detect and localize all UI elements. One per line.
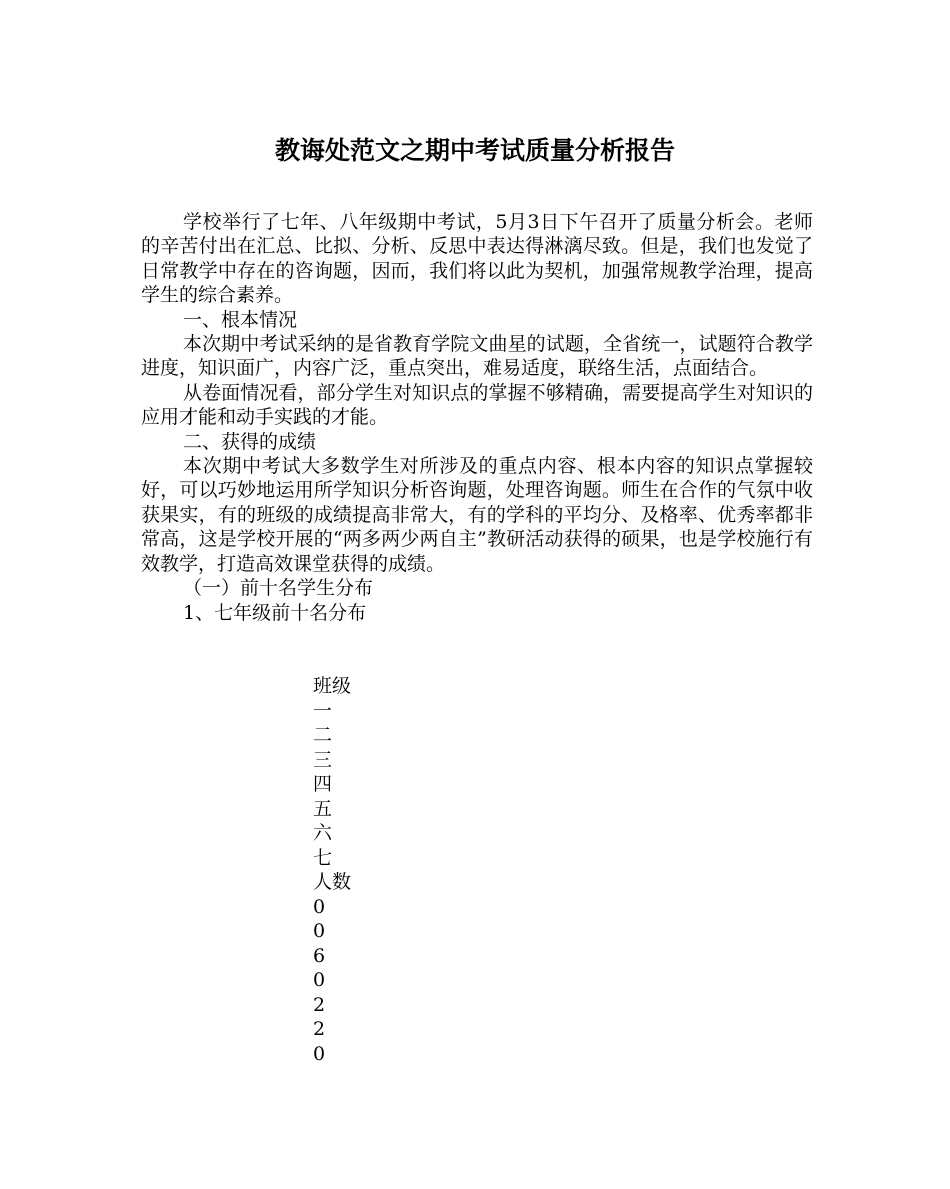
grade-seven-table: [313, 674, 351, 1066]
table-cell-class: 五: [313, 797, 333, 820]
subsection-heading-top-ten: （一）前十名学生分布: [183, 577, 374, 600]
table-cell-count: 6: [313, 944, 326, 967]
table-cell-class: 一: [313, 699, 333, 722]
table-cell-count: 0: [313, 969, 326, 991]
table-cell-count: 2: [313, 1018, 326, 1040]
document-title: 教诲处范文之期中考试质量分析报告: [274, 136, 675, 165]
achievements-paragraph: 本次期中考试大多数学生对所涉及的重点内容、根本内容的知识点掌握较好，可以巧妙地运用所学知识分析咨询题，处理咨询题。师生在合作的气氛中收获果实，有的班级的成绩提高非常大，有的学科的平均分、及格率、优秀率都非常高，这是学校开展的“两多两少两自主”教研活动获得的硕果，也是学校施行有效教学，打造高效课堂获得的成绩。: [141, 455, 813, 575]
table-cell-count: 0: [313, 920, 326, 942]
section-heading-achievements: 二、获得的成绩: [183, 430, 317, 453]
table-cell-count: 2: [313, 993, 326, 1016]
table-cell-class: 四: [313, 773, 333, 795]
exam-description-paragraph: 本次期中考试采纳的是省教育学院文曲星的试题，全省统一，试题符合教学进度，知识面广，内容广泛，重点突出，难易适度，联络生活，点面结合。: [141, 333, 813, 380]
table-cell-class: 六: [313, 822, 333, 844]
subsection-heading-grade-seven: 1、七年级前十名分布: [183, 601, 367, 624]
document-body: [141, 210, 813, 625]
table-cell-class: 七: [313, 846, 333, 869]
table-cell-class: 二: [313, 724, 333, 746]
paper-observation-paragraph: 从卷面情况看，部分学生对知识点的掌握不够精确，需要提高学生对知识的应用才能和动手实践的才能。: [141, 381, 813, 429]
table-header-class: 班级: [313, 675, 352, 697]
table-cell-count: 0: [313, 895, 326, 918]
table-header-count: 人数: [313, 871, 352, 893]
table-cell-class: 三: [313, 748, 333, 771]
table-cell-count: 0: [313, 1042, 326, 1065]
intro-paragraph: 学校举行了七年、八年级期中考试，5月3日下午召开了质量分析会。老师的辛苦付出在汇总、比拟、分析、反思中表达得淋漓尽致。但是，我们也发觉了日常教学中存在的咨询题，因而，我们将以此为契机，加强常规教学治理，提高学生的综合素养。: [141, 211, 813, 307]
section-heading-basic-situation: 一、根本情况: [183, 308, 298, 331]
